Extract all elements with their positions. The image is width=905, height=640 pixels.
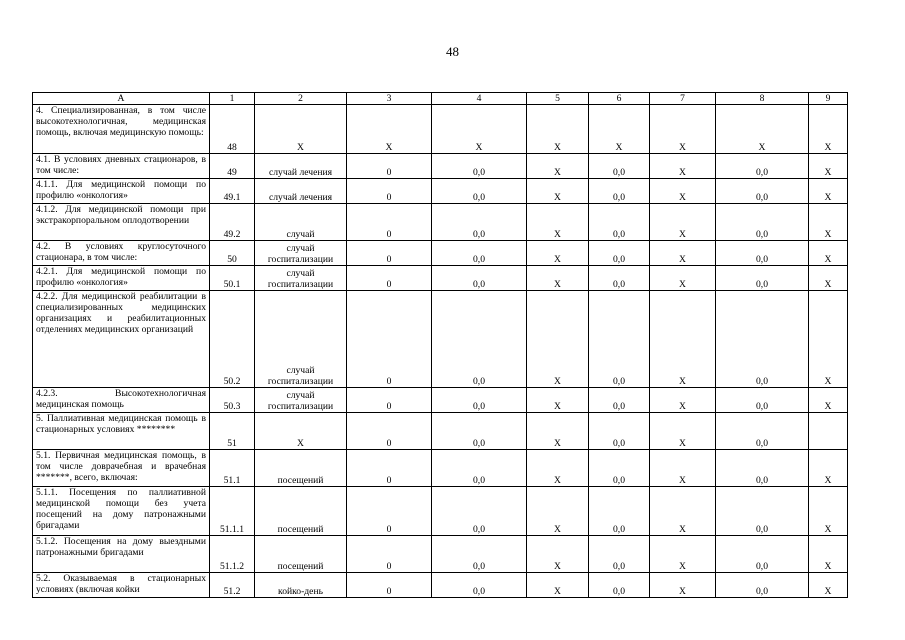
table-row xyxy=(33,487,848,536)
row-unit: случай лечения xyxy=(255,154,347,179)
cell-value: 0,0 xyxy=(432,154,527,179)
cell-value: Х xyxy=(432,105,527,154)
cell-value: Х xyxy=(650,450,716,487)
cell-value: 0,0 xyxy=(589,450,650,487)
table-row xyxy=(33,204,848,241)
cell-value: 0,0 xyxy=(716,450,809,487)
cell-value: 0,0 xyxy=(716,179,809,204)
cell-value: 0 xyxy=(347,241,432,266)
cell-value: 0 xyxy=(347,204,432,241)
cell-value: 0,0 xyxy=(589,536,650,573)
cell-value: Х xyxy=(809,154,848,179)
cell-value: Х xyxy=(650,241,716,266)
column-header: 8 xyxy=(716,93,809,105)
row-label: 4.1. В условиях дневных стационаров, в том числе: xyxy=(33,154,210,179)
cell-value: 0,0 xyxy=(432,487,527,536)
cell-value: 0,0 xyxy=(589,291,650,388)
cell-value: 0,0 xyxy=(589,154,650,179)
cell-value: 0,0 xyxy=(716,204,809,241)
cell-value: Х xyxy=(809,388,848,413)
cell-value: Х xyxy=(527,291,589,388)
cell-value: Х xyxy=(589,105,650,154)
cell-value: Х xyxy=(716,105,809,154)
cell-value xyxy=(809,413,848,450)
cell-value: Х xyxy=(527,105,589,154)
row-code: 51 xyxy=(210,413,255,450)
row-label: 4.2.3. Высокотехнологичная медицинская помощь xyxy=(33,388,210,413)
cell-value: Х xyxy=(527,179,589,204)
cell-value: 0 xyxy=(347,487,432,536)
cell-value: 0 xyxy=(347,388,432,413)
row-unit: случай госпитализации xyxy=(255,291,347,388)
cell-value: Х xyxy=(527,573,589,598)
cell-value: 0,0 xyxy=(589,388,650,413)
cell-value: Х xyxy=(650,204,716,241)
cell-value: Х xyxy=(809,179,848,204)
row-label: 5.1.2. Посещения на дому выездными патронажными бригадами xyxy=(33,536,210,573)
row-code: 51.1.2 xyxy=(210,536,255,573)
row-unit: Х xyxy=(255,105,347,154)
column-header: 3 xyxy=(347,93,432,105)
cell-value: Х xyxy=(527,388,589,413)
cell-value: 0,0 xyxy=(716,241,809,266)
row-label: 4.2.1. Для медицинской помощи по профилю «онкология» xyxy=(33,266,210,291)
cell-value: Х xyxy=(809,291,848,388)
cell-value: 0 xyxy=(347,266,432,291)
table-row xyxy=(33,536,848,573)
column-header: 9 xyxy=(809,93,848,105)
row-code: 50.3 xyxy=(210,388,255,413)
table-row xyxy=(33,388,848,413)
cell-value: Х xyxy=(650,413,716,450)
cell-value: 0,0 xyxy=(589,266,650,291)
row-code: 51.1 xyxy=(210,450,255,487)
header-row xyxy=(33,93,848,105)
cell-value: 0,0 xyxy=(589,487,650,536)
cell-value: Х xyxy=(650,154,716,179)
cell-value: 0,0 xyxy=(716,573,809,598)
row-code: 50 xyxy=(210,241,255,266)
cell-value: 0,0 xyxy=(432,266,527,291)
cell-value: 0,0 xyxy=(716,487,809,536)
cell-value: Х xyxy=(527,266,589,291)
table-row xyxy=(33,266,848,291)
table-row xyxy=(33,413,848,450)
row-unit: случай госпитализации xyxy=(255,388,347,413)
column-header: 7 xyxy=(650,93,716,105)
table-row xyxy=(33,105,848,154)
table-body xyxy=(33,105,848,598)
cell-value: 0,0 xyxy=(589,179,650,204)
row-label: 5.1. Первичная медицинская помощь, в том числе доврачебная и врачебная *******, всего, включая: xyxy=(33,450,210,487)
row-label: 5.1.1. Посещения по паллиативной медицинской помощи без учета посещений на дому патронажными бригадами xyxy=(33,487,210,536)
row-unit: случай госпитализации xyxy=(255,241,347,266)
row-label: 5.2. Оказываемая в стационарных условиях (включая койки xyxy=(33,573,210,598)
cell-value: 0,0 xyxy=(716,154,809,179)
cell-value: Х xyxy=(809,241,848,266)
cell-value: 0,0 xyxy=(716,291,809,388)
row-code: 51.1.1 xyxy=(210,487,255,536)
table-row xyxy=(33,179,848,204)
column-header: 2 xyxy=(255,93,347,105)
cell-value: Х xyxy=(527,536,589,573)
row-unit: случай xyxy=(255,204,347,241)
column-header: 5 xyxy=(527,93,589,105)
row-label: 4.1.2. Для медицинской помощи при экстракорпоральном оплодотворении xyxy=(33,204,210,241)
row-code: 51.2 xyxy=(210,573,255,598)
cell-value: 0 xyxy=(347,536,432,573)
cell-value: 0,0 xyxy=(716,413,809,450)
cell-value: 0,0 xyxy=(716,536,809,573)
table-row xyxy=(33,291,848,388)
cell-value: Х xyxy=(809,450,848,487)
cell-value: Х xyxy=(650,536,716,573)
cell-value: Х xyxy=(809,266,848,291)
row-unit: посещений xyxy=(255,487,347,536)
cell-value: 0,0 xyxy=(432,450,527,487)
row-unit: случай госпитализации xyxy=(255,266,347,291)
cell-value: Х xyxy=(650,105,716,154)
cell-value: 0 xyxy=(347,413,432,450)
row-label: 4.1.1. Для медицинской помощи по профилю «онкология» xyxy=(33,179,210,204)
cell-value: 0,0 xyxy=(589,241,650,266)
cell-value: Х xyxy=(809,573,848,598)
cell-value: Х xyxy=(527,154,589,179)
cell-value: Х xyxy=(527,487,589,536)
row-unit: койко-день xyxy=(255,573,347,598)
cell-value: Х xyxy=(650,573,716,598)
row-code: 49.2 xyxy=(210,204,255,241)
data-table xyxy=(32,92,848,598)
cell-value: 0,0 xyxy=(432,388,527,413)
cell-value: Х xyxy=(809,487,848,536)
cell-value: Х xyxy=(527,241,589,266)
row-code: 50.1 xyxy=(210,266,255,291)
cell-value: 0,0 xyxy=(589,413,650,450)
cell-value: 0,0 xyxy=(716,388,809,413)
cell-value: 0,0 xyxy=(716,266,809,291)
row-unit: случай лечения xyxy=(255,179,347,204)
row-unit: посещений xyxy=(255,536,347,573)
row-label: 4. Специализированная, в том числе высокотехнологичная, медицинская помощь, включая медицинскую помощь: xyxy=(33,105,210,154)
cell-value: 0 xyxy=(347,450,432,487)
cell-value: 0 xyxy=(347,154,432,179)
cell-value: Х xyxy=(650,179,716,204)
cell-value: Х xyxy=(809,105,848,154)
cell-value: 0,0 xyxy=(432,204,527,241)
cell-value: Х xyxy=(650,291,716,388)
row-unit: Х xyxy=(255,413,347,450)
cell-value: 0,0 xyxy=(432,573,527,598)
cell-value: Х xyxy=(809,204,848,241)
cell-value: 0 xyxy=(347,573,432,598)
cell-value: 0,0 xyxy=(589,573,650,598)
cell-value: Х xyxy=(527,450,589,487)
cell-value: Х xyxy=(527,204,589,241)
row-label: 4.2. В условиях круглосуточного стационара, в том числе: xyxy=(33,241,210,266)
cell-value: 0 xyxy=(347,179,432,204)
cell-value: Х xyxy=(347,105,432,154)
cell-value: 0,0 xyxy=(432,179,527,204)
row-code: 48 xyxy=(210,105,255,154)
table-row xyxy=(33,241,848,266)
row-unit: посещений xyxy=(255,450,347,487)
row-label: 5. Паллиативная медицинская помощь в стационарных условиях ******** xyxy=(33,413,210,450)
cell-value: Х xyxy=(650,266,716,291)
column-header: 6 xyxy=(589,93,650,105)
cell-value: Х xyxy=(650,487,716,536)
row-code: 49.1 xyxy=(210,179,255,204)
column-header: 4 xyxy=(432,93,527,105)
cell-value: Х xyxy=(650,388,716,413)
row-label: 4.2.2. Для медицинской реабилитации в специализированных медицинских организациях и реабилитационных отделениях медицинских организаций xyxy=(33,291,210,388)
page-number: 48 xyxy=(446,44,459,59)
cell-value: 0 xyxy=(347,291,432,388)
column-header: А xyxy=(33,93,210,105)
cell-value: Х xyxy=(527,413,589,450)
cell-value: 0,0 xyxy=(432,291,527,388)
table-row xyxy=(33,573,848,598)
cell-value: 0,0 xyxy=(432,241,527,266)
column-header: 1 xyxy=(210,93,255,105)
table-row xyxy=(33,450,848,487)
table-row xyxy=(33,154,848,179)
cell-value: 0,0 xyxy=(589,204,650,241)
cell-value: 0,0 xyxy=(432,536,527,573)
cell-value: 0,0 xyxy=(432,413,527,450)
row-code: 49 xyxy=(210,154,255,179)
row-code: 50.2 xyxy=(210,291,255,388)
cell-value: Х xyxy=(809,536,848,573)
